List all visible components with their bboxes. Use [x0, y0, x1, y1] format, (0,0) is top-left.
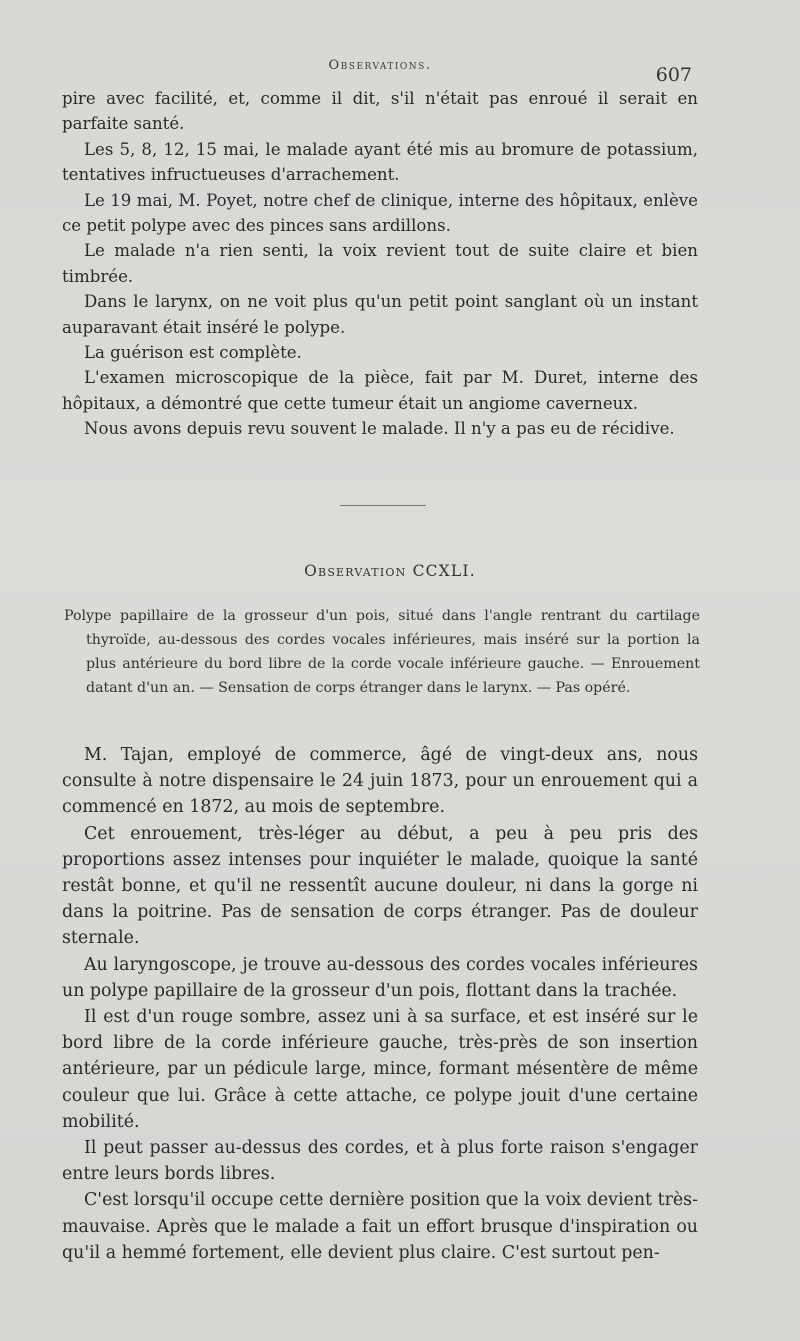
- paragraph: Les 5, 8, 12, 15 mai, le malade ayant été mis au bromure de potassium, tentatives infructueuses d'arrachement.: [62, 139, 698, 185]
- paragraph: Le malade n'a rien senti, la voix revient tout de suite claire et bien timbrée.: [62, 241, 698, 286]
- observation-title: Observation CCXLI.: [304, 562, 476, 580]
- observation-body: [62, 742, 698, 1266]
- running-title: Observations.: [328, 58, 432, 73]
- paragraph: Dans le larynx, on ne voit plus qu'un petit point sanglant où un instant auparavant était inséré le polype.: [62, 292, 698, 337]
- paragraph: Cet enrouement, très-léger au début, a peu à peu pris des proportions assez intenses pour inquiéter le malade, quoique la santé restât bonne, et qu'il ne ressentît aucune douleur, ni dans la gorge ni dans la poitrine. Pas de sensation de corps étranger. Pas de douleur sternale.: [62, 823, 698, 949]
- paragraph: Il peut passer au-dessus des cordes, et à plus forte raison s'engager entre leurs bords libres.: [62, 1138, 698, 1185]
- paragraph: pire avec facilité, et, comme il dit, s'il n'était pas enroué il serait en parfaite santé.: [62, 89, 698, 134]
- paragraph: M. Tajan, employé de commerce, âgé de vingt-deux ans, nous consulte à notre dispensaire le 24 juin 1873, pour un enrouement qui a commencé en 1872, au mois de septembre.: [62, 745, 698, 818]
- paragraph: Nous avons depuis revu souvent le malade. Il n'y a pas eu de récidive.: [84, 419, 675, 439]
- paragraph: L'examen microscopique de la pièce, fait par M. Duret, interne des hôpitaux, a démontré que cette tumeur était un angiome caverneux.: [62, 368, 698, 413]
- summary-text: Polype papillaire de la grosseur d'un pois, situé dans l'angle rentrant du cartilage thyroïde, au-dessous des cordes vocales inférieures, mais inséré sur la portion la plus antérieure du bord libre de la corde vocale inférieure gauche. — Enrouement datant d'un an. — Sensation de corps étranger dans le larynx. — Pas opéré.: [64, 608, 700, 696]
- previous-observation-text: [62, 86, 698, 442]
- paragraph: C'est lorsqu'il occupe cette dernière position que la voix devient très-mauvaise. Après que le malade a fait un effort brusque d'inspiration ou qu'il a hemmé fortement, elle devient plus claire. C'est surtout pen-: [62, 1190, 698, 1263]
- paragraph: Le 19 mai, M. Poyet, notre chef de clinique, interne des hôpitaux, enlève ce petit polype avec des pinces sans ardillons.: [62, 190, 698, 236]
- running-head: [0, 58, 800, 86]
- observation-summary: [64, 604, 700, 700]
- paragraph: La guérison est complète.: [84, 343, 302, 363]
- paragraph: Il est d'un rouge sombre, assez uni à sa surface, et est inséré sur le bord libre de la corde inférieure gauche, très-près de son insertion antérieure, par un pédicule large, mince, formant mésentère de même couleur que lui. Grâce à cette attache, ce polype jouit d'une certaine mobilité.: [62, 1007, 698, 1132]
- paragraph: Au laryngoscope, je trouve au-dessous des cordes vocales inférieures un polype papillaire de la grosseur d'un pois, flottant dans la trachée.: [62, 954, 698, 1001]
- section-divider: [340, 505, 426, 506]
- page-number: 607: [655, 64, 692, 86]
